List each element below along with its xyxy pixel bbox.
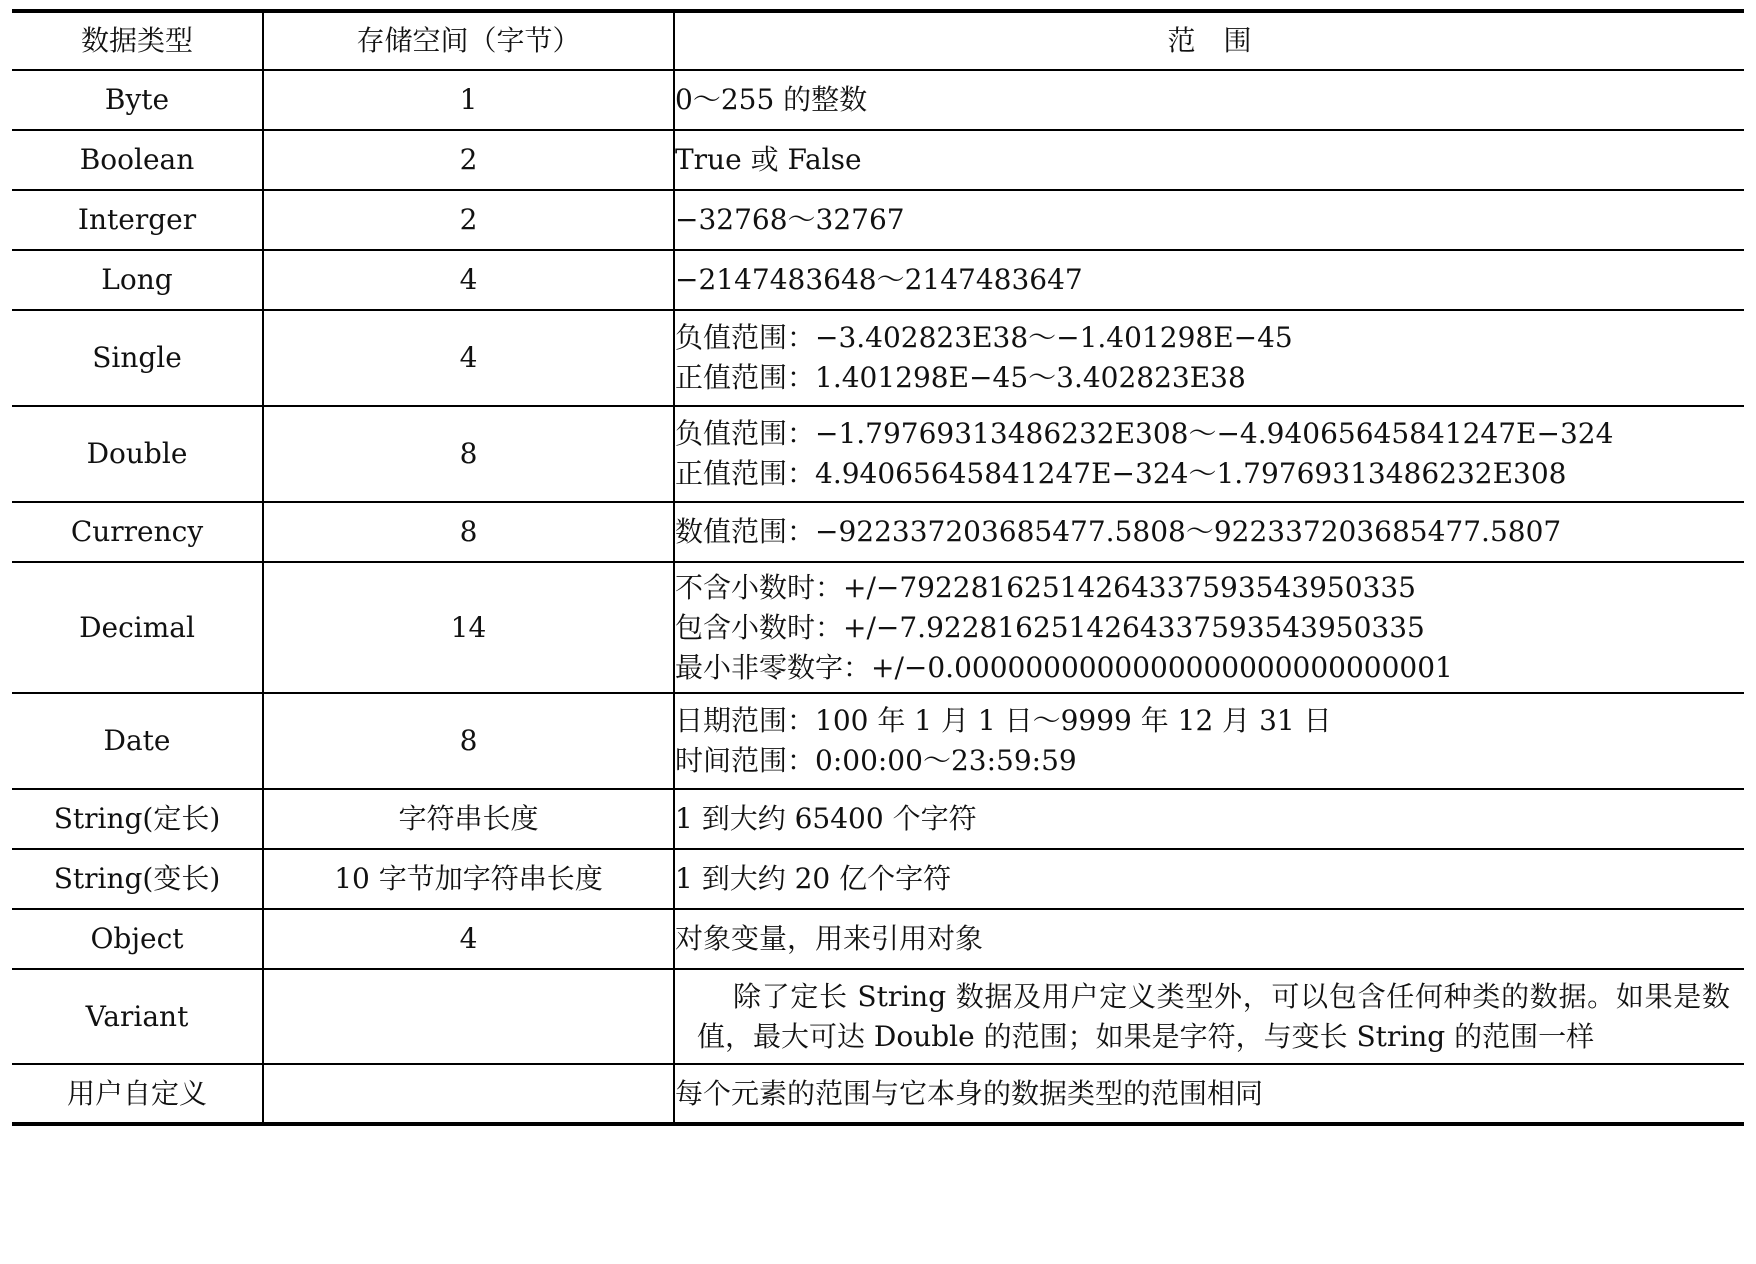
range-line: True 或 False bbox=[675, 143, 862, 176]
table-row bbox=[12, 130, 1744, 190]
table-row bbox=[12, 562, 1744, 693]
cell-data-type: Byte bbox=[12, 70, 263, 130]
cell-range bbox=[674, 70, 1744, 130]
cell-range bbox=[674, 969, 1744, 1064]
table-row bbox=[12, 190, 1744, 250]
cell-data-type: String(变长) bbox=[12, 849, 263, 909]
table-row bbox=[12, 789, 1744, 849]
cell-range bbox=[674, 909, 1744, 969]
cell-storage-bytes: 4 bbox=[263, 909, 674, 969]
table-row bbox=[12, 909, 1744, 969]
range-line: 除了定长 String 数据及用户定义类型外，可以包含任何种类的数据。如果是数值，最大可达 Double 的范围；如果是字符，与变长 String 的范围一样 bbox=[697, 979, 1730, 1053]
cell-data-type: Object bbox=[12, 909, 263, 969]
table-row bbox=[12, 693, 1744, 789]
table-row bbox=[12, 70, 1744, 130]
table-row bbox=[12, 1064, 1744, 1124]
cell-storage-bytes: 1 bbox=[263, 70, 674, 130]
range-line: 不含小数时：+/−79228162514264337593543950335 bbox=[675, 570, 1416, 604]
range-line: 包含小数时：+/−7.9228162514264337593543950335 bbox=[675, 610, 1425, 644]
cell-storage-bytes: 10 字节加字符串长度 bbox=[263, 849, 674, 909]
table-row bbox=[12, 502, 1744, 562]
range-line: 1 到大约 65400 个字符 bbox=[675, 802, 977, 835]
range-line: 对象变量，用来引用对象 bbox=[675, 922, 984, 955]
table-row bbox=[12, 406, 1744, 502]
cell-storage-bytes: 字符串长度 bbox=[263, 789, 674, 849]
cell-storage-bytes: 2 bbox=[263, 130, 674, 190]
cell-data-type: Boolean bbox=[12, 130, 263, 190]
range-line: 日期范围：100 年 1 月 1 日～9999 年 12 月 31 日 bbox=[675, 704, 1332, 737]
header-row bbox=[12, 11, 1744, 70]
cell-storage-bytes: 4 bbox=[263, 250, 674, 310]
cell-range bbox=[674, 693, 1744, 789]
table-body bbox=[12, 70, 1744, 1124]
cell-data-type: Interger bbox=[12, 190, 263, 250]
cell-range bbox=[674, 789, 1744, 849]
range-line: 最小非零数字：+/−0.0000000000000000000000000001 bbox=[675, 650, 1453, 684]
cell-data-type: 用户自定义 bbox=[12, 1064, 263, 1124]
range-line: 0～255 的整数 bbox=[675, 83, 868, 116]
range-line: 正值范围：4.94065645841247E−324～1.79769313486232E308 bbox=[675, 457, 1567, 490]
range-line: 负值范围：−3.402823E38～−1.401298E−45 bbox=[675, 321, 1293, 354]
cell-range bbox=[674, 1064, 1744, 1124]
cell-data-type: Date bbox=[12, 693, 263, 789]
table-row bbox=[12, 250, 1744, 310]
range-line: 1 到大约 20 亿个字符 bbox=[675, 862, 952, 895]
cell-storage-bytes: 14 bbox=[263, 562, 674, 693]
header-type: 数据类型 bbox=[12, 11, 263, 70]
cell-range bbox=[674, 310, 1744, 406]
range-line: 每个元素的范围与它本身的数据类型的范围相同 bbox=[675, 1076, 1264, 1110]
cell-data-type: Currency bbox=[12, 502, 263, 562]
cell-range bbox=[674, 250, 1744, 310]
cell-storage-bytes: 8 bbox=[263, 693, 674, 789]
cell-data-type: Single bbox=[12, 310, 263, 406]
cell-range bbox=[674, 406, 1744, 502]
cell-range bbox=[674, 562, 1744, 693]
range-line: −32768～32767 bbox=[675, 203, 905, 236]
cell-data-type: Decimal bbox=[12, 562, 263, 693]
range-line: 数值范围：−922337203685477.5808～922337203685477.5807 bbox=[675, 515, 1562, 548]
range-line: 正值范围：1.401298E−45～3.402823E38 bbox=[675, 361, 1246, 394]
cell-data-type: String(定长) bbox=[12, 789, 263, 849]
cell-data-type: Double bbox=[12, 406, 263, 502]
table-row bbox=[12, 310, 1744, 406]
range-line: −2147483648～2147483647 bbox=[675, 263, 1083, 296]
cell-storage-bytes: 8 bbox=[263, 406, 674, 502]
cell-storage-bytes: 4 bbox=[263, 310, 674, 406]
cell-storage-bytes bbox=[263, 969, 674, 1064]
cell-storage-bytes: 2 bbox=[263, 190, 674, 250]
header-range: 范 围 bbox=[674, 11, 1744, 70]
range-line: 负值范围：−1.79769313486232E308～−4.94065645841247E−324 bbox=[675, 417, 1614, 450]
cell-data-type: Variant bbox=[12, 969, 263, 1064]
table-row bbox=[12, 969, 1744, 1064]
table-row bbox=[12, 849, 1744, 909]
cell-storage-bytes bbox=[263, 1064, 674, 1124]
header-storage: 存储空间（字节） bbox=[263, 11, 674, 70]
cell-range bbox=[674, 849, 1744, 909]
cell-storage-bytes: 8 bbox=[263, 502, 674, 562]
cell-range bbox=[674, 190, 1744, 250]
cell-range bbox=[674, 130, 1744, 190]
range-line: 时间范围：0:00:00～23:59:59 bbox=[675, 744, 1077, 777]
data-type-table bbox=[12, 9, 1744, 1126]
cell-data-type: Long bbox=[12, 250, 263, 310]
cell-range bbox=[674, 502, 1744, 562]
